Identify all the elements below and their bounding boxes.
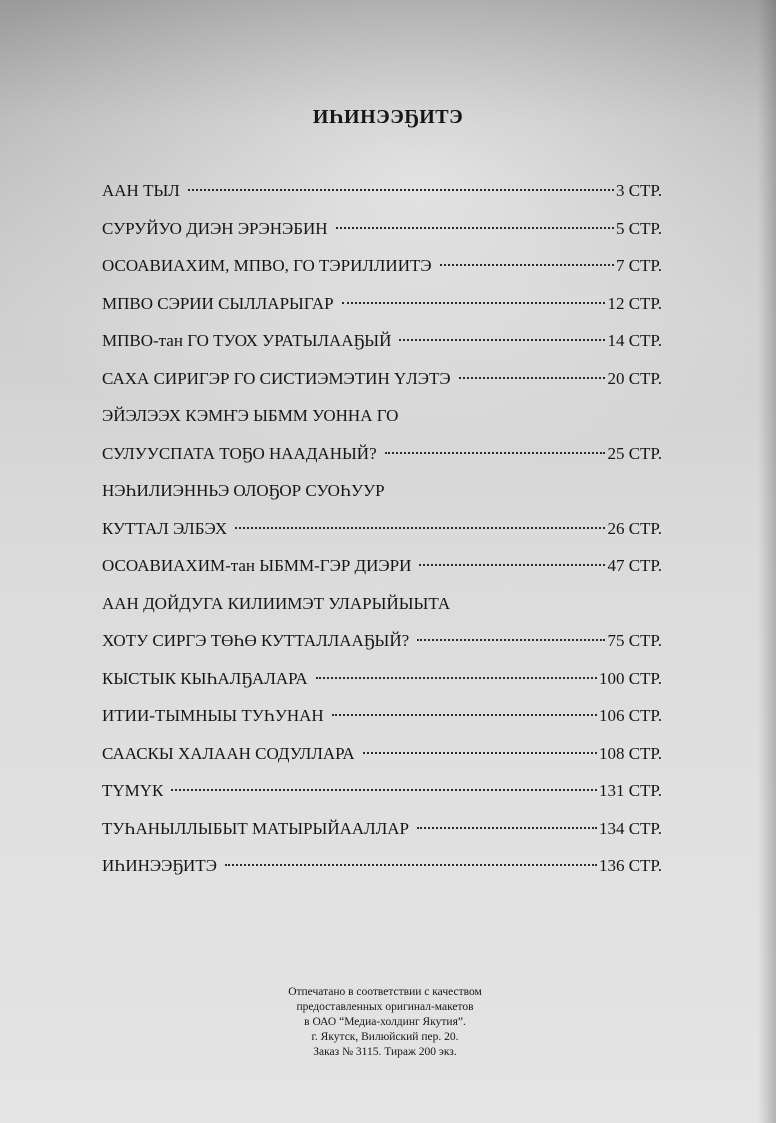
toc-label: ТҮМҮК [102, 781, 164, 800]
toc-label: СУРУЙУО ДИЭН ЭРЭНЭБИН [102, 218, 328, 238]
toc-page: 25 СТР. [607, 443, 662, 463]
toc-page: 3 СТР. [615, 181, 662, 200]
toc-page: 14 СТР. [607, 331, 662, 350]
imprint-line: Отпечатано в соответствии с качеством [288, 986, 482, 998]
toc-label: МПВО-тан ГО ТУОХ УРАТЫЛААҔЫЙ [102, 331, 392, 350]
toc-page: 134 СТР. [598, 818, 662, 838]
table-of-contents [102, 172, 662, 885]
toc-leader [188, 189, 614, 191]
toc-entry [102, 210, 662, 248]
toc-leader [417, 827, 597, 829]
toc-entry [102, 810, 662, 848]
toc-label: ААН ТЫЛ [102, 181, 180, 200]
toc-page: 20 СТР. [607, 368, 662, 388]
toc-leader [440, 264, 614, 266]
toc-page: 108 СТР. [598, 743, 662, 763]
imprint-line: в ОАО “Медиа-холдинг Якутия”. [304, 1016, 466, 1028]
toc-leader [235, 527, 605, 529]
toc-leader [171, 789, 597, 791]
toc-label: ЭЙЭЛЭЭХ КЭМҤЭ ЫБММ УОННА ГО [102, 406, 399, 425]
toc-entry [102, 847, 662, 885]
toc-page: 131 СТР. [598, 781, 662, 800]
toc-entry [102, 697, 662, 735]
toc-page: 7 СТР. [615, 256, 662, 275]
toc-label: ИҺИНЭЭҔИТЭ [102, 856, 217, 875]
toc-leader [399, 339, 605, 341]
toc-label: САХА СИРИГЭР ГО СИСТИЭМЭТИН ҮЛЭТЭ [102, 368, 451, 388]
toc-entry [102, 547, 662, 585]
imprint-line: г. Якутск, Вилюйский пер. 20. [311, 1031, 459, 1043]
toc-leader [417, 639, 605, 641]
toc-label: ААН ДОЙДУГА КИЛИИМЭТ УЛАРЫЙЫЫТА [102, 593, 451, 613]
toc-entry [102, 510, 662, 548]
toc-leader [342, 302, 606, 304]
toc-page: 5 СТР. [615, 218, 662, 238]
toc-page: 136 СТР. [598, 856, 662, 875]
toc-label: ИТИИ-ТЫМНЫЫ ТУҺУНАН [102, 706, 324, 725]
toc-leader [336, 227, 614, 229]
toc-leader [316, 677, 597, 679]
toc-label: СААСКЫ ХАЛААН СОДУЛЛАРА [102, 743, 355, 763]
toc-label: СУЛУУСПАТА ТОҔО НААДАНЫЙ? [102, 443, 377, 463]
toc-entry [102, 322, 662, 360]
imprint-line: предоставленных оригинал-макетов [296, 1001, 474, 1013]
toc-label: КУТТАЛ ЭЛБЭХ [102, 518, 228, 538]
toc-entry-first-line [102, 585, 662, 623]
toc-entry [102, 660, 662, 698]
toc-leader [385, 452, 606, 454]
toc-page: 106 СТР. [598, 706, 662, 725]
toc-entry [102, 247, 662, 285]
toc-leader [332, 714, 597, 716]
toc-label: ОСОАВИАХИМ-тан ЫБММ-ГЭР ДИЭРИ [102, 556, 412, 575]
toc-label: МПВО СЭРИИ СЫЛЛАРЫГАР [102, 293, 334, 313]
toc-label: ОСОАВИАХИМ, МПВО, ГО ТЭРИЛЛИИТЭ [102, 256, 432, 275]
toc-leader [225, 864, 597, 866]
toc-entry [102, 735, 662, 773]
toc-entry [102, 360, 662, 398]
toc-leader [419, 564, 605, 566]
toc-label: КЫСТЫК КЫҺАЛҔАЛАРА [102, 668, 308, 688]
toc-page: 75 СТР. [607, 631, 662, 650]
toc-entry [102, 772, 662, 810]
toc-label: ТУҺАНЫЛЛЫБЫТ МАТЫРЫЙААЛЛАР [102, 818, 409, 838]
toc-entry-first-line [102, 397, 662, 435]
toc-leader [363, 752, 597, 754]
toc-entry [102, 435, 662, 473]
toc-entry [102, 285, 662, 323]
toc-page: 47 СТР. [607, 556, 662, 575]
toc-label: ХОТУ СИРГЭ ТӨҺӨ КУТТАЛЛААҔЫЙ? [102, 631, 410, 650]
toc-leader [459, 377, 606, 379]
toc-page: 12 СТР. [607, 293, 662, 313]
print-imprint [230, 985, 540, 1060]
toc-entry-first-line [102, 472, 662, 510]
toc-entry [102, 622, 662, 660]
page-title: ИҺИНЭЭҔИТЭ [312, 106, 464, 128]
toc-page: 26 СТР. [607, 518, 662, 538]
toc-page: 100 СТР. [598, 668, 662, 688]
toc-entry [102, 172, 662, 210]
imprint-line: Заказ № 3115. Тираж 200 экз. [313, 1046, 457, 1058]
toc-label: НЭҺИЛИЭННЬЭ ОЛОҔОР СУОҺУУР [102, 481, 385, 500]
